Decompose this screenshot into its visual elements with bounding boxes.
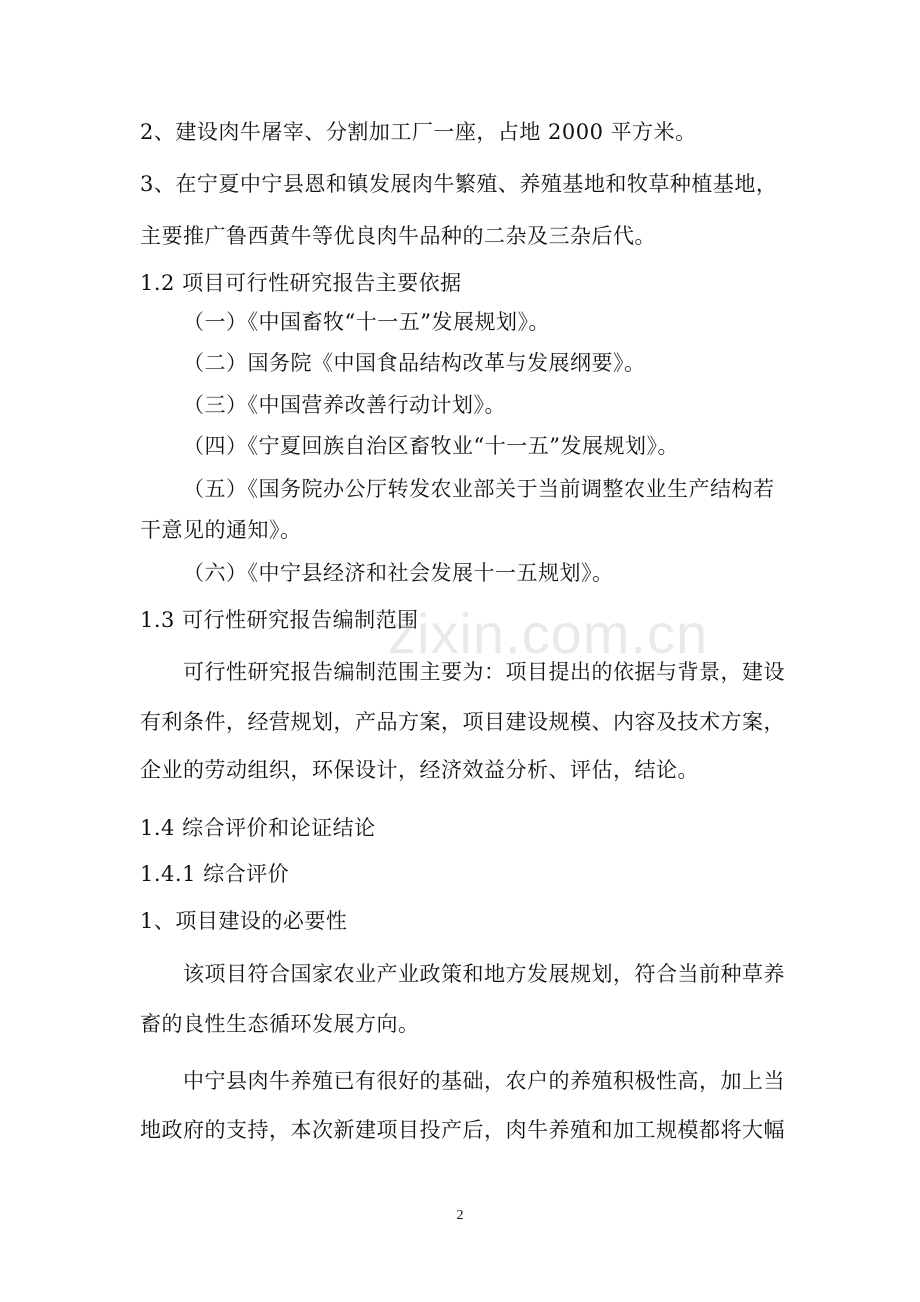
basis-item-2: （二）国务院《中国食品结构改革与发展纲要》。 [183,351,646,375]
paragraph-line-1: 2、建设肉牛屠宰、分割加工厂一座，占地 2000 平方米。 [140,120,697,144]
basis-item-5-line-1: （五）《国务院办公厅转发农业部关于当前调整农业生产结构若 [183,477,775,501]
section-heading-1-2: 1.2 项目可行性研究报告主要依据 [140,271,462,295]
scope-paragraph-line-1: 可行性研究报告编制范围主要为：项目提出的依据与背景，建设 [183,660,785,684]
section-heading-1-3: 1.3 可行性研究报告编制范围 [140,608,419,632]
watermark-text: zixin.com.cn [388,602,709,665]
necessity-paragraph-1-line-2: 畜的良性生态循环发展方向。 [140,1012,420,1036]
paragraph-line-2: 3、在宁夏中宁县恩和镇发展肉牛繁殖、养殖基地和牧草种植基地， [140,172,778,196]
section-heading-1-4-1: 1.4.1 综合评价 [140,862,290,886]
scope-paragraph-line-3: 企业的劳动组织，环保设计，经济效益分析、评估，结论。 [140,758,699,782]
subsection-heading-necessity: 1、项目建设的必要性 [140,909,348,933]
basis-item-1: （一）《中国畜牧“十一五”发展规划》。 [183,310,550,334]
necessity-paragraph-2-line-2: 地政府的支持，本次新建项目投产后，肉牛养殖和加工规模都将大幅 [140,1118,785,1142]
paragraph-line-3: 主要推广鲁西黄牛等优良肉牛品种的二杂及三杂后代。 [140,224,656,248]
necessity-paragraph-2-line-1: 中宁县肉牛养殖已有很好的基础，农户的养殖积极性高，加上当 [183,1069,785,1093]
basis-item-6: （六）《中宁县经济和社会发展十一五规划》。 [183,561,614,585]
basis-item-3: （三）《中国营养改善行动计划》。 [183,393,506,417]
scope-paragraph-line-2: 有利条件，经营规划，产品方案，项目建设规模、内容及技术方案， [140,710,785,734]
section-heading-1-4: 1.4 综合评价和论证结论 [140,816,376,840]
basis-item-5-line-2: 干意见的通知》。 [140,518,302,542]
basis-item-4: （四）《宁夏回族自治区畜牧业“十一五”发展规划》。 [183,434,679,458]
necessity-paragraph-1-line-1: 该项目符合国家农业产业政策和地方发展规划，符合当前种草养 [183,962,785,986]
page-number: 2 [456,1208,464,1223]
